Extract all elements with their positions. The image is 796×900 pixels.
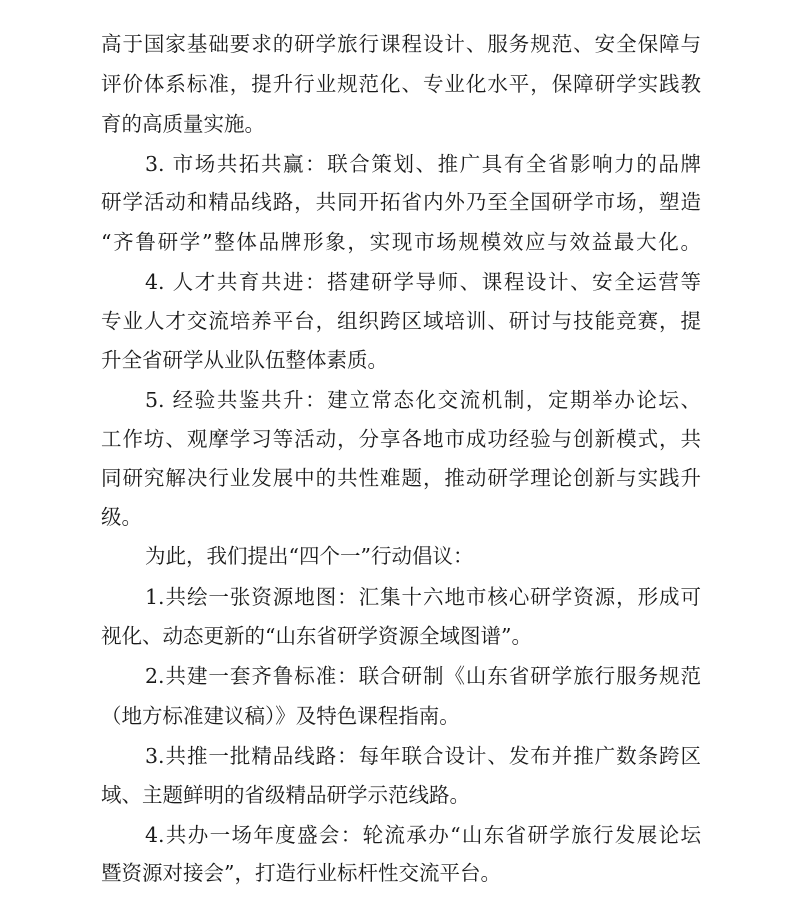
text-line: 视化、动态更新的“山东省研学资源全域图谱”。 (101, 624, 532, 648)
paragraph-heading-line: 5. 经验共鉴共升：建立常态化交流机制，定期举办论坛、 (145, 388, 701, 412)
text-line: “齐鲁研学”整体品牌形象，实现市场规模效应与效益最大化。 (101, 230, 701, 254)
initiative-item-line: 3.共推一批精品线路：每年联合设计、发布并推广数条跨区 (145, 744, 701, 768)
paragraph-heading-line: 3. 市场共拓共赢：联合策划、推广具有全省影响力的品牌 (145, 152, 701, 176)
text-line: 研学活动和精品线路，共同开拓省内外乃至全国研学市场，塑造 (101, 190, 701, 214)
text-line: （地方标准建议稿）》及特色课程指南。 (101, 704, 460, 728)
initiative-intro-line: 为此，我们提出“四个一”行动倡议： (145, 544, 474, 568)
text-line: 育的高质量实施。 (101, 112, 265, 136)
text-line: 升全省研学从业队伍整体素质。 (101, 348, 388, 372)
text-line: 工作坊、观摩学习等活动，分享各地市成功经验与创新模式，共 (101, 427, 701, 451)
initiative-item-line: 1.共绘一张资源地图：汇集十六地市核心研学资源，形成可 (145, 585, 701, 609)
text-line: 专业人才交流培养平台，组织跨区域培训、研讨与技能竞赛，提 (101, 309, 701, 333)
text-line: 评价体系标准，提升行业规范化、专业化水平，保障研学实践教 (101, 72, 701, 96)
text-line: 级。 (101, 505, 142, 529)
text-line: 高于国家基础要求的研学旅行课程设计、服务规范、安全保障与 (101, 32, 701, 56)
text-line: 域、主题鲜明的省级精品研学示范线路。 (101, 783, 470, 807)
paragraph-heading-line: 4. 人才共育共进：搭建研学导师、课程设计、安全运营等 (145, 270, 701, 294)
text-line: 同研究解决行业发展中的共性难题，推动研学理论创新与实践升 (101, 466, 701, 490)
text-line: 暨资源对接会”，打造行业标杆性交流平台。 (101, 861, 501, 885)
initiative-item-line: 4.共办一场年度盛会：轮流承办“山东省研学旅行发展论坛 (145, 823, 701, 847)
initiative-item-line: 2.共建一套齐鲁标准：联合研制《山东省研学旅行服务规范 (145, 664, 701, 688)
